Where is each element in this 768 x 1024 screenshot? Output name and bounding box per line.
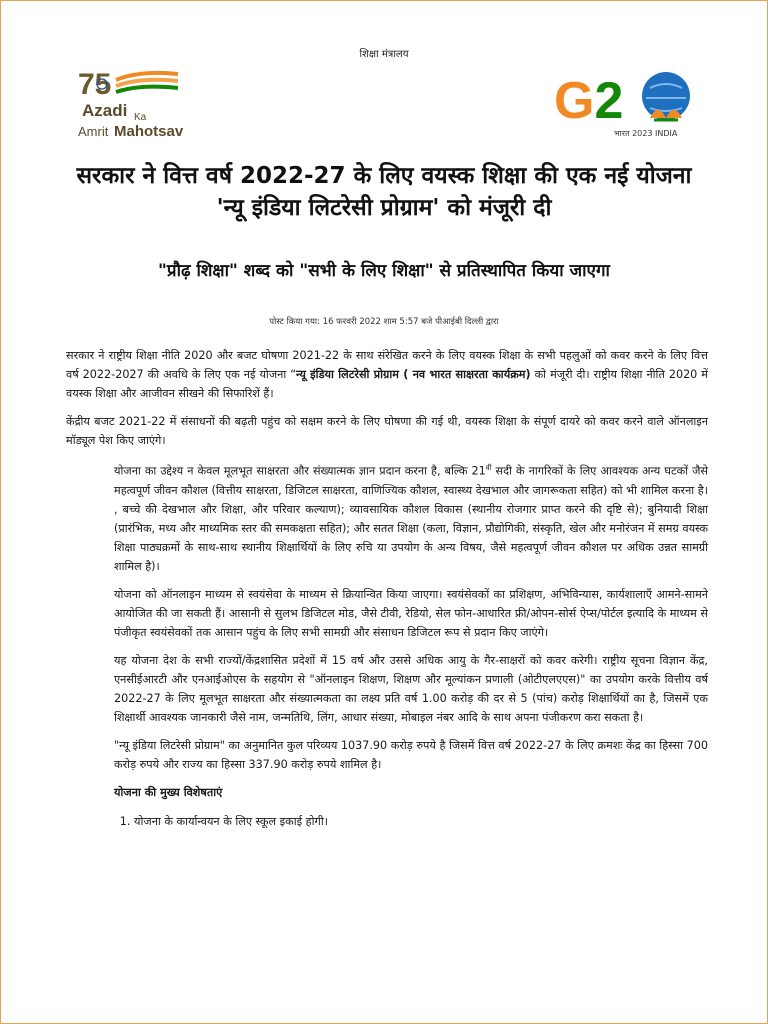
logo-azadi-text: Azadi	[82, 101, 128, 120]
logo-mahotsav-text: Mahotsav	[114, 123, 184, 140]
article-body	[66, 346, 708, 831]
features-heading: योजना की मुख्य विशेषताएं	[114, 785, 223, 799]
paragraph-3	[114, 459, 708, 576]
g20-text: G2	[554, 72, 624, 130]
paragraph-2: केंद्रीय बजट 2021-22 में संसाधनों की बढ़ती पहुंच को सक्षम करने के लिए घोषणा की गई थी, वयस्क शिक्षा के संपूर्ण दायरे को कवर करने वाले ऑनलाइन मॉड्यूल पेश किए जाएंगे।	[66, 415, 708, 447]
paragraph-3-text-a: योजना का उद्देश्य न केवल मूलभूत साक्षरता और संख्यात्मक ज्ञान प्रदान करना है, बल्कि 21	[114, 464, 486, 478]
paragraph-3-sup: वीं	[485, 464, 492, 472]
azadi-ka-amrit-mahotsav-logo	[78, 66, 188, 146]
paragraph-1	[66, 346, 708, 403]
paragraph-1-text-b: को मंजूरी दी। राष्ट्रीय शिक्षा नीति 2020 में वयस्क शिक्षा और आजीवन सीखने की सिफारिशें हैं।	[66, 368, 708, 400]
paragraph-3-text-b: सदी के नागरिकों के लिए आवश्यक अन्य घटकों जैसे महत्वपूर्ण जीवन कौशल (वित्तीय साक्षरता, डिजिटल साक्षरता, वाणिज्यिक कौशल, स्वास्थ्य देखभाल और जागरूकता सहित) को भी शामिल करना है। , बच्चे की देखभाल और शिक्षा, और परिवार कल्याण); व्यावसायिक कौशल विकास (स्थानीय रोजगार प्राप्त करने की दृष्टि से); बुनियादी शिक्षा (प्रारंभिक, मध्य और माध्यमिक स्तर की समकक्षता सहित); और सतत शिक्षा (कला, विज्ञान, प्रौद्योगिकी, संस्कृति, खेल और मनोरंजन में समग्र वयस्क शिक्षा पाठ्यक्रमों के साथ-साथ स्थानीय शिक्षार्थियों के लिए रुचि या उपयोग के अन्य विषय, जैसे महत्वपूर्ण जीवन कौशल पर अधिक उन्नत सामग्री शामिल है)।	[114, 464, 708, 573]
g20-tagline: भारत 2023 INDIA	[614, 129, 678, 138]
logo-ka-text: Ka	[134, 112, 147, 123]
paragraph-6: "न्यू इंडिया लिटरेसी प्रोग्राम" का अनुमानित कुल परिव्यय 1037.90 करोड़ रुपये है जिसमें वित्त वर्ष 2022-27 के लिए क्रमशः केंद्र का हिस्सा 700 करोड़ रुपये और राज्य का हिस्सा 337.90 करोड़ रुपये शामिल है।	[114, 738, 708, 771]
features-list	[114, 812, 708, 831]
page-title: सरकार ने वित्त वर्ष 2022-27 के लिए वयस्क शिक्षा की एक नई योजना 'न्यू इंडिया लिटरेसी प्रोग्राम' को मंजूरी दी	[76, 163, 692, 221]
paragraph-5: यह योजना देश के सभी राज्यों/केंद्रशासित प्रदेशों में 15 वर्ष और उससे अधिक आयु के गैर-साक्षरों को कवर करेगी। राष्ट्रीय सूचना विज्ञान केंद्र, एनसीईआरटी और एनआईओएस के सहयोग से "ऑनलाइन शिक्षण, शिक्षण और मूल्यांकन प्रणाली (ओटीएलएएस)" का उपयोग करके वित्तीय वर्ष 2022-27 के लिए मूलभूत साक्षरता और संख्यात्मकता का लक्ष्य प्रति वर्ष 1.00 करोड़ की दर से 5 (पांच) करोड़ शिक्षार्थियों का है, जिसमें एक शिक्षार्थी आवश्यक जानकारी जैसे नाम, जन्मतिथि, लिंग, आधार संख्या, मोबाइल नंबर आदि के साथ अपना पंजीकरण करा सकता है।	[114, 653, 708, 724]
paragraph-4: योजना को ऑनलाइन माध्यम से स्वयंसेवा के माध्यम से क्रियान्वित किया जाएगा। स्वयंसेवकों का प्रशिक्षण, अभिविन्यास, कार्यशालाएँ आमने-सामने आयोजित की जा सकती हैं। आसानी से सुलभ डिजिटल मोड, जैसे टीवी, रेडियो, सेल फोन-आधारित फ्री/ओपन-सोर्स ऐप्स/पोर्टल इत्यादि के माध्यम से पंजीकृत स्वयंसेवकों तक आसान पहुंच के लिए सभी सामग्री और संसाधन डिजिटल रूप से प्रदान किए जाएंगे।	[114, 587, 708, 639]
logo-amrit-text: Amrit	[78, 124, 109, 139]
list-item: 1. योजना के कार्यान्वयन के लिए स्कूल इकाई होगी।	[134, 812, 708, 831]
paragraph-1-bold: न्यू इंडिया लिटरेसी प्रोग्राम ( नव भारत साक्षरता कार्यक्रम)	[296, 368, 531, 381]
logo-75-text: 75	[78, 68, 112, 101]
g20-logo	[554, 62, 704, 146]
posted-info: पोस्ट किया गया: 16 फरवरी 2022 शाम 5:57 बजे पीआईबी दिल्ली द्वारा	[269, 317, 499, 327]
paragraph-1-text-a: सरकार ने राष्ट्रीय शिक्षा नीति 2020 और बजट घोषणा 2021-22 के साथ संरेखित करने के लिए वयस्क शिक्षा के सभी पहलुओं को कवर करने के लिए वित्त वर्ष 2022-2027 की अवधि के लिए एक नई योजना “	[66, 349, 708, 381]
ministry-name: शिक्षा मंत्रालय	[359, 49, 409, 60]
globe-icon	[642, 72, 690, 120]
page-subtitle: "प्रौढ़ शिक्षा" शब्द को "सभी के लिए शिक्षा" से प्रतिस्थापित किया जाएगा	[158, 261, 610, 281]
